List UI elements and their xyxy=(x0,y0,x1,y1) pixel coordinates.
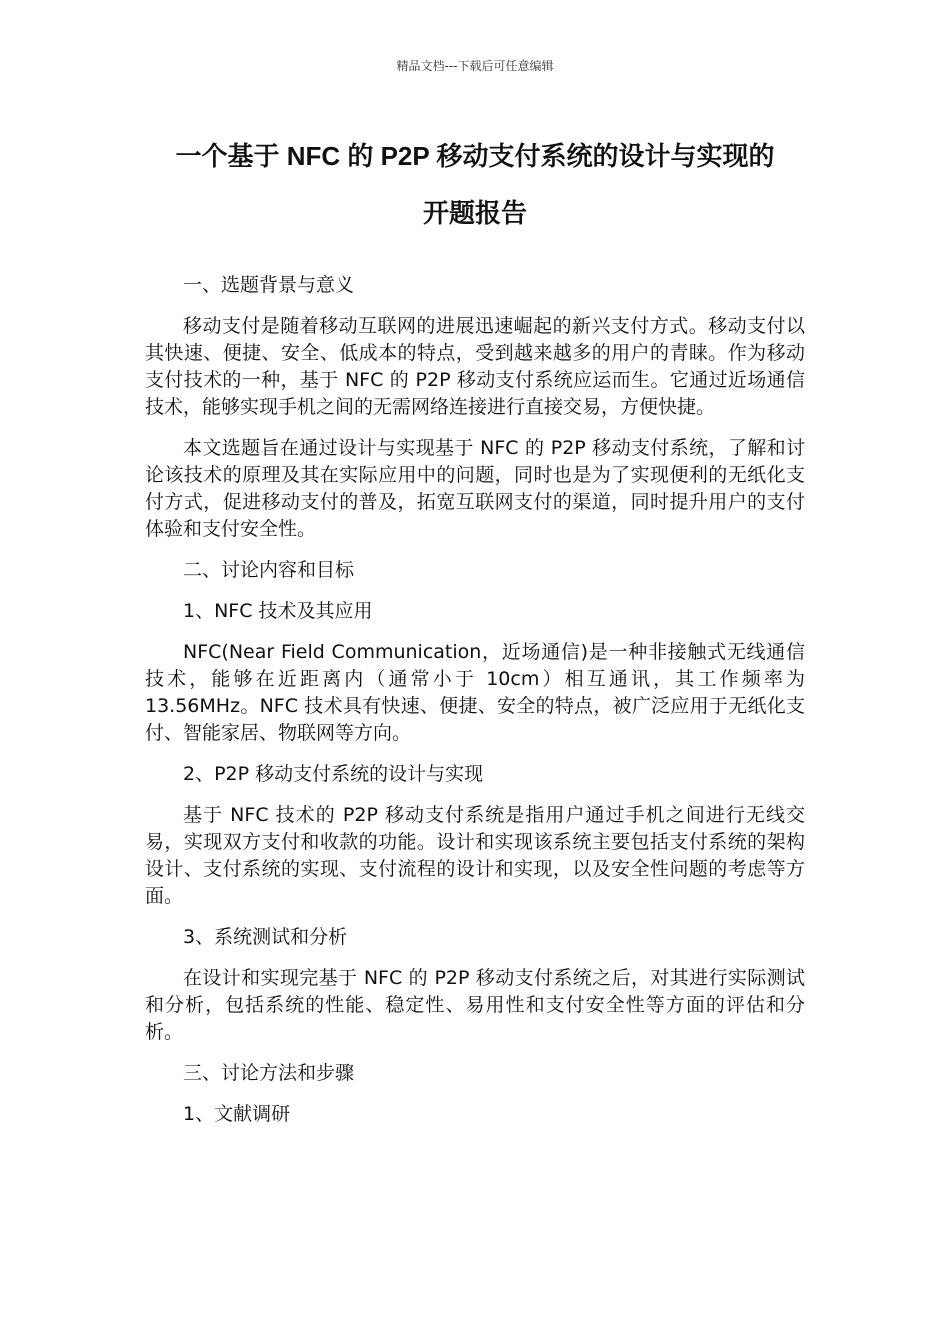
paragraph: 在设计和实现完基于 NFC 的 P2P 移动支付系统之后，对其进行实际测试和分析，包括系统的性能、稳定性、易用性和支付安全性等方面的评估和分析。 xyxy=(145,967,805,1043)
document-title xyxy=(100,128,850,242)
document-body xyxy=(145,272,805,1142)
paragraph: 基于 NFC 技术的 P2P 移动支付系统是指用户通过手机之间进行无线交易，实现双方支付和收款的功能。设计和实现该系统主要包括支付系统的架构设计、支付系统的实现、支付流程的设计和实现，以及安全性问题的考虑等方面。 xyxy=(145,804,805,907)
paragraph: 移动支付是随着移动互联网的进展迅速崛起的新兴支付方式。移动支付以其快速、便捷、安全、低成本的特点，受到越来越多的用户的青睐。作为移动支付技术的一种，基于 NFC 的 P2P 移动支付系统应运而生。它通过近场通信技术，能够实现手机之间的无需网络连接进行直接交易，方便快捷。 xyxy=(145,315,805,418)
subsection-heading-p2p-design: 2、P2P 移动支付系统的设计与实现 xyxy=(183,763,484,785)
document-title-line-2: 开题报告 xyxy=(422,198,527,228)
paragraph: NFC(Near Field Communication，近场通信)是一种非接触式无线通信技术，能够在近距离内（通常小于 10cm）相互通讯，其工作频率为 13.56MHz。NFC 技术具有快速、便捷、安全的特点，被广泛应用于无纸化支付、智能家居、物联网等方向。 xyxy=(145,641,805,744)
page-header: 精品文档---下载后可任意编辑 xyxy=(396,59,554,73)
section-heading-methods: 三、讨论方法和步骤 xyxy=(183,1062,355,1084)
paragraph: 本文选题旨在通过设计与实现基于 NFC 的 P2P 移动支付系统，了解和讨论该技术的原理及其在实际应用中的问题，同时也是为了实现便利的无纸化支付方式，促进移动支付的普及，拓宽互联网支付的渠道，同时提升用户的支付体验和支付安全性。 xyxy=(145,437,805,540)
section-heading-background: 一、选题背景与意义 xyxy=(183,274,355,296)
subsection-heading-testing: 3、系统测试和分析 xyxy=(183,926,348,948)
subsection-heading-nfc: 1、NFC 技术及其应用 xyxy=(183,600,373,622)
subsection-heading-literature: 1、文献调研 xyxy=(183,1103,291,1125)
section-heading-content-goals: 二、讨论内容和目标 xyxy=(183,559,355,581)
document-title-line-1: 一个基于 NFC 的 P2P 移动支付系统的设计与实现的 xyxy=(175,141,775,171)
